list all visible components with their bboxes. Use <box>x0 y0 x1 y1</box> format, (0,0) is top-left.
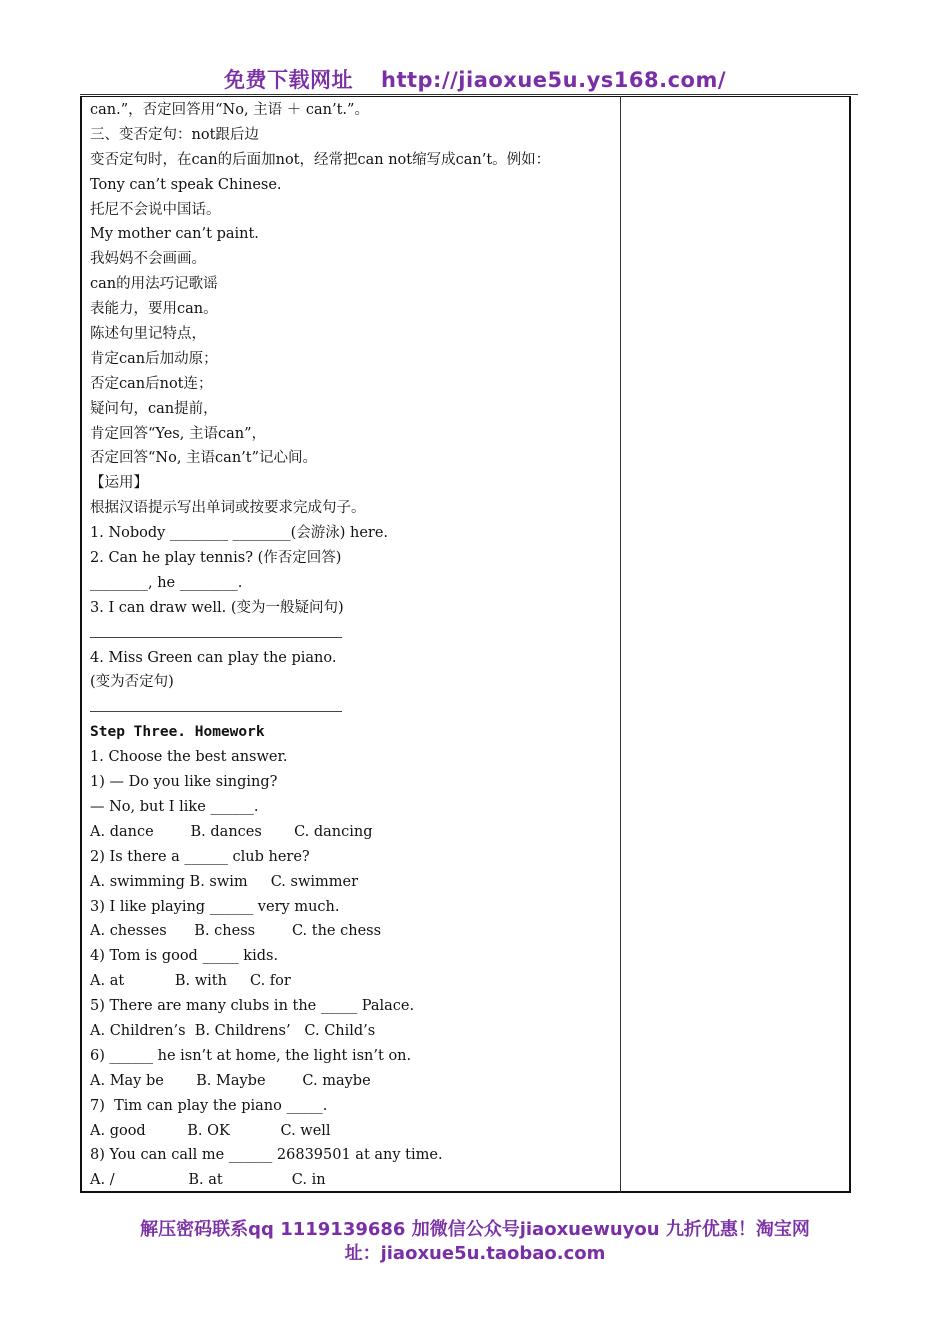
question-item: 8) You can call me ______ 26839501 at any time. <box>90 1147 443 1164</box>
rhyme-line: 肯定回答“Yes, 主语can”， <box>90 425 266 442</box>
question-options: A. at B. with C. for <box>90 973 291 990</box>
exercise-item: 3. I can draw well. (变为一般疑问句) <box>90 599 344 616</box>
lesson-content <box>90 98 615 1193</box>
answer-line <box>90 695 615 720</box>
homework-heading: Step Three. Homework <box>90 724 265 741</box>
homework-instruction: 1. Choose the best answer. <box>90 749 288 766</box>
question-options: A. good B. OK C. well <box>90 1122 331 1139</box>
example-translation: 托尼不会说中国话。 <box>90 201 221 218</box>
question-options: A. chesses B. chess C. the chess <box>90 923 382 940</box>
rhyme-line: 表能力，要用can。 <box>90 301 218 318</box>
page-footer <box>60 1218 890 1266</box>
question-options: A. swimming B. swim C. swimmer <box>90 873 359 890</box>
rhyme-line: 肯定can后加动原； <box>90 350 218 367</box>
text-line: can.”，否定回答用“No, 主语 ＋ can’t.”。 <box>90 102 369 118</box>
header-divider <box>80 94 858 95</box>
footer-shop-link[interactable]: 址：jiaoxue5u.taobao.com <box>344 1243 606 1264</box>
question-item: 6) ______ he isn’t at home, the light isn’t on. <box>90 1047 412 1064</box>
question-item: — No, but I like ______. <box>90 798 259 815</box>
exercise-item: 1. Nobody ________ ________(会游泳) here. <box>90 525 389 542</box>
rhyme-line: 疑问句，can提前， <box>90 400 218 417</box>
practice-heading: 【运用】 <box>90 475 148 492</box>
question-item: 4) Tom is good _____ kids. <box>90 948 279 965</box>
text-line: 变否定句时，在can的后面加not，经常把can not缩写成can’t。例如： <box>90 151 551 168</box>
page-header <box>0 64 950 94</box>
example-translation: 我妈妈不会画画。 <box>90 251 206 268</box>
example-sentence: Tony can’t speak Chinese. <box>90 176 282 193</box>
exercise-item: (变为否定句) <box>90 674 174 691</box>
table-column-divider <box>620 96 621 1193</box>
question-item: 1) — Do you like singing? <box>90 774 278 791</box>
answer-line <box>90 621 615 646</box>
question-options: A. Children’s B. Childrens’ C. Child’s <box>90 1022 376 1039</box>
question-item: 5) There are many clubs in the _____ Palace. <box>90 998 415 1015</box>
example-sentence: My mother can’t paint. <box>90 226 259 243</box>
header-title: 免费下载网址 <box>224 68 353 92</box>
rhyme-line: 陈述句里记特点， <box>90 326 206 343</box>
question-item: 7) Tim can play the piano _____. <box>90 1097 328 1114</box>
footer-contact-line: 解压密码联系qq 1119139686 加微信公众号jiaoxuewuyou 九折优惠！淘宝网 <box>140 1219 810 1240</box>
exercise-answer-blank: ________, he ________. <box>90 574 243 591</box>
question-options: A. dance B. dances C. dancing <box>90 823 373 840</box>
section-heading: 三、变否定句：not跟后边 <box>90 126 259 143</box>
question-item: 3) I like playing ______ very much. <box>90 898 340 915</box>
header-url-link[interactable]: http://jiaoxue5u.ys168.com/ <box>381 68 726 92</box>
rhyme-line: 否定can后not连； <box>90 375 213 392</box>
practice-instruction: 根据汉语提示写出单词或按要求完成句子。 <box>90 500 366 517</box>
question-item: 2) Is there a ______ club here? <box>90 848 310 865</box>
question-options: A. May be B. Maybe C. maybe <box>90 1072 371 1089</box>
rhyme-title: can的用法巧记歌谣 <box>90 276 218 293</box>
question-options: A. / B. at C. in <box>90 1172 326 1189</box>
rhyme-line: 否定回答“No, 主语can’t”记心间。 <box>90 450 318 467</box>
exercise-item: 4. Miss Green can play the piano. <box>90 649 337 666</box>
exercise-item: 2. Can he play tennis? (作否定回答) <box>90 550 342 567</box>
